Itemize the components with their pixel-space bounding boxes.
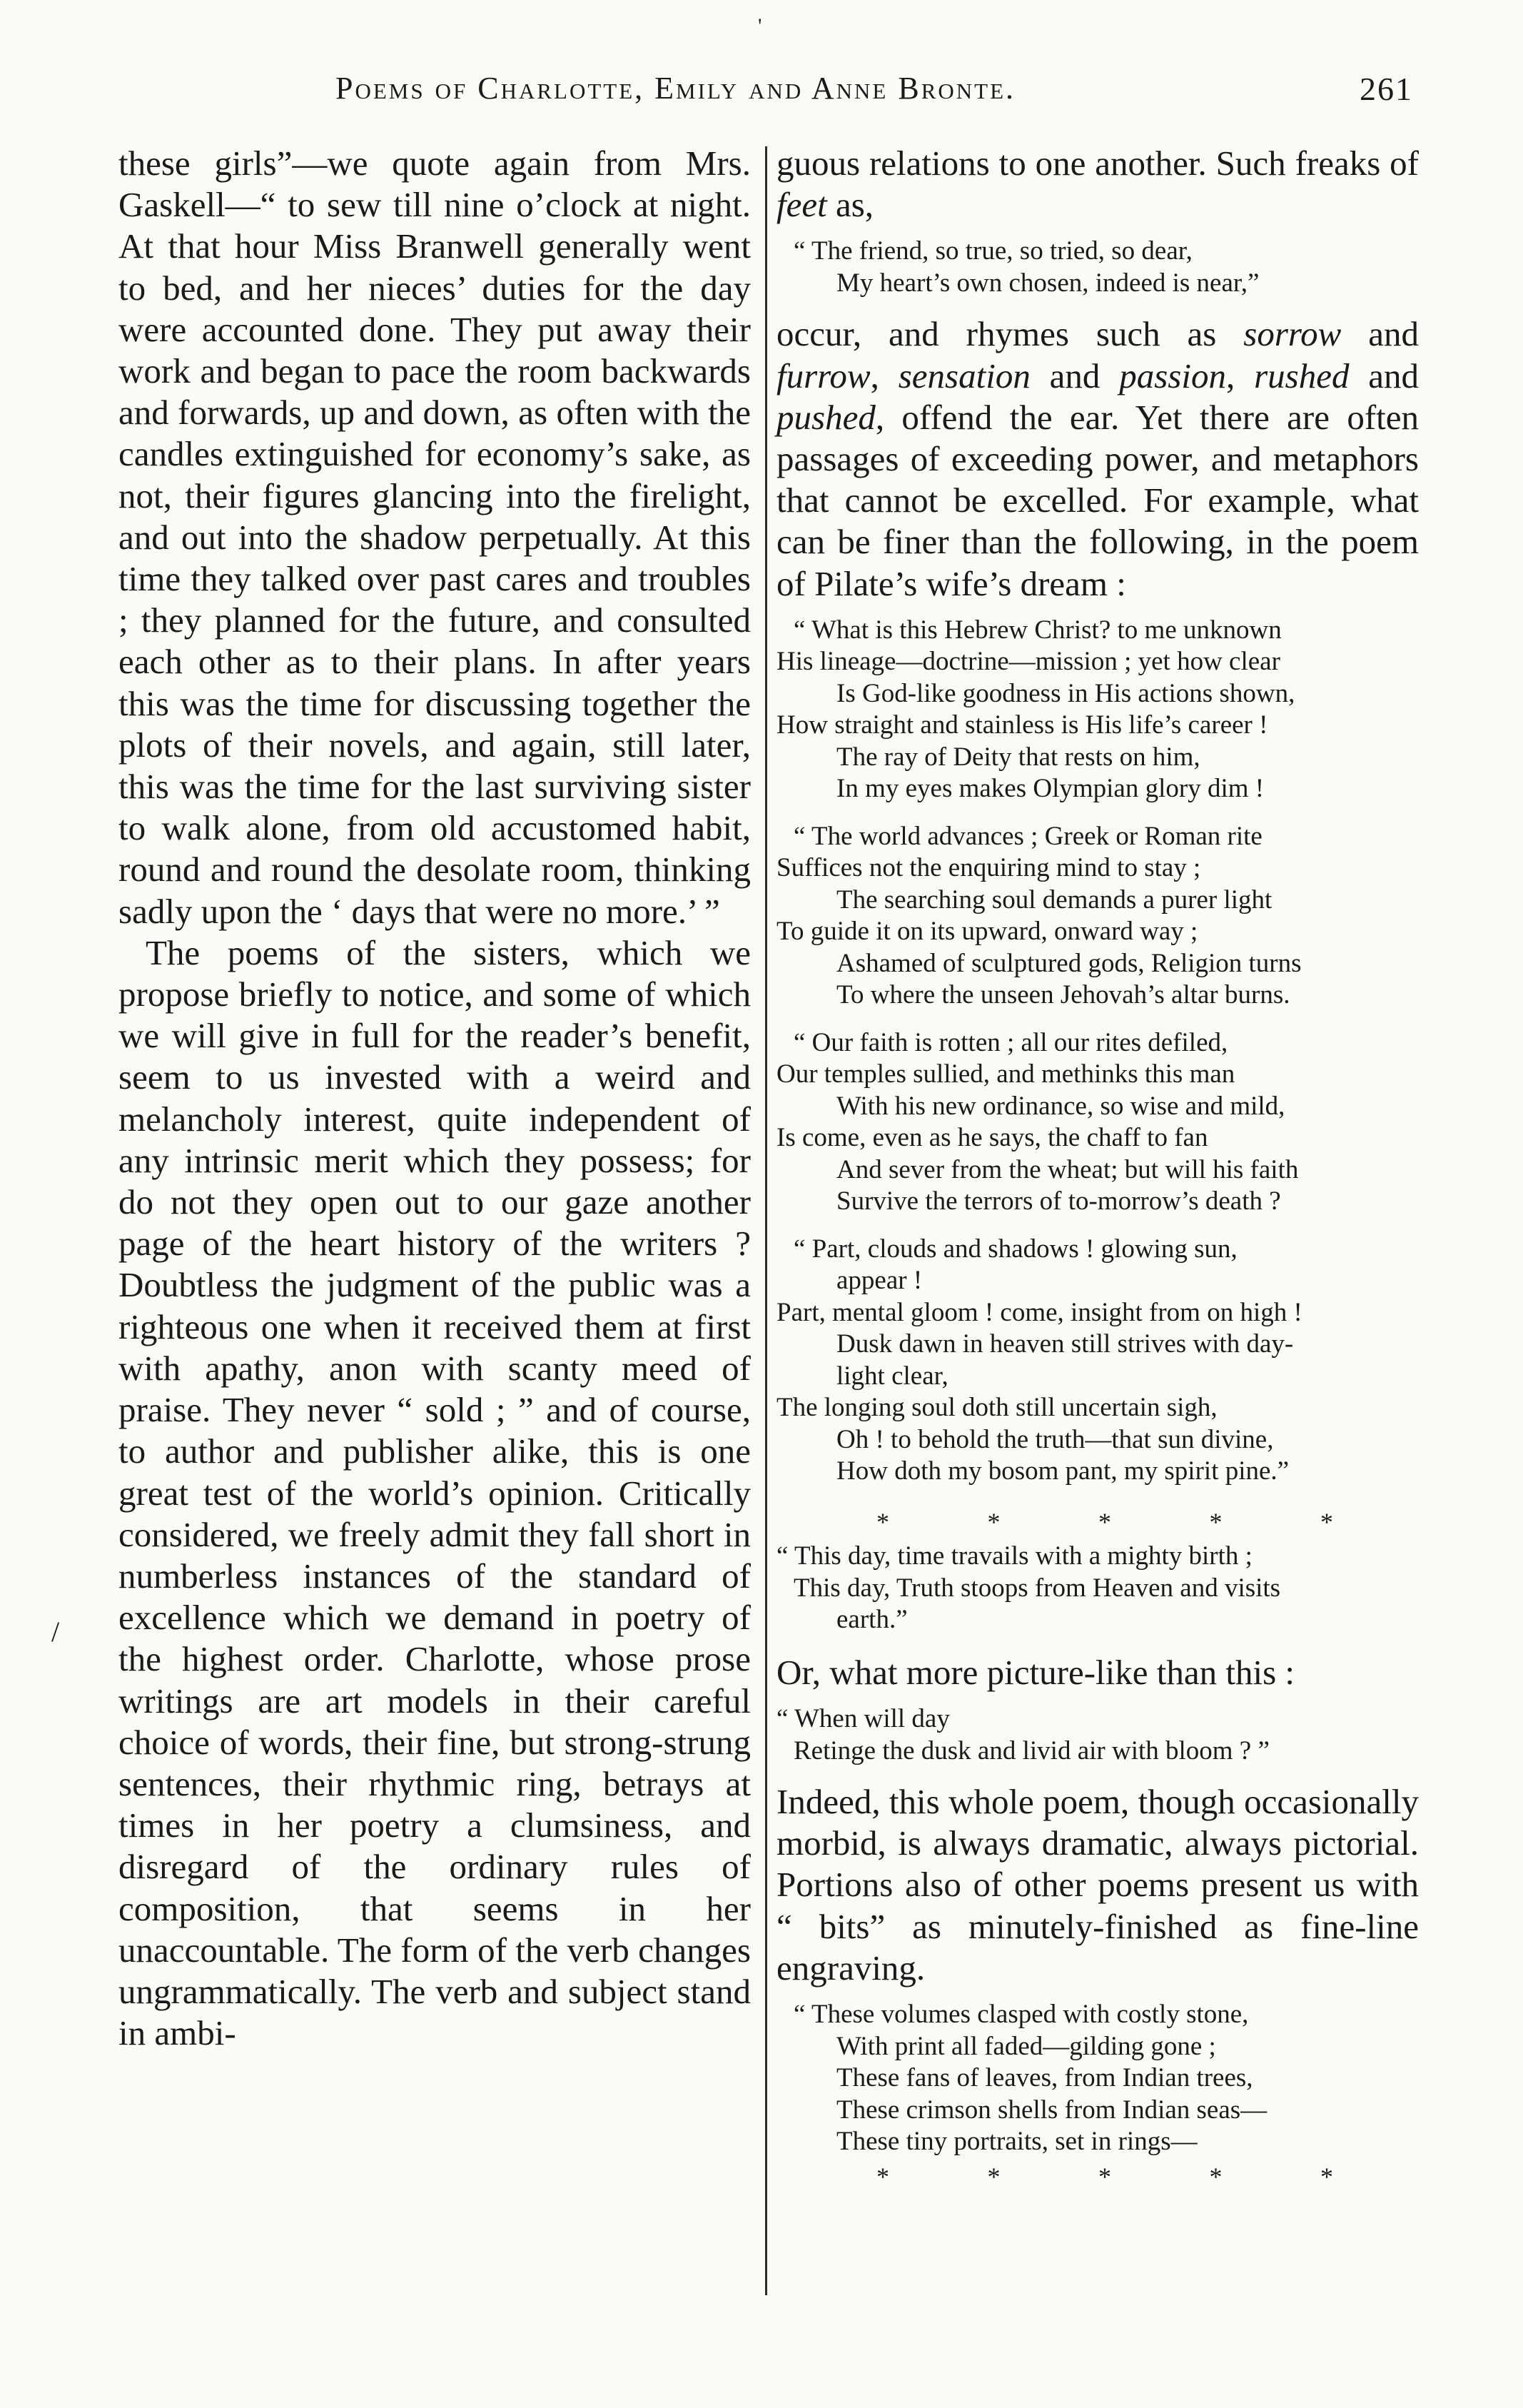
verse-line: Retinge the dusk and livid air with bloom ? ”	[794, 1736, 1270, 1765]
verse-quote	[776, 236, 1419, 299]
verse-line: In my eyes makes Olympian glory dim !	[836, 774, 1265, 804]
page-header	[114, 70, 1427, 120]
star: *	[876, 1507, 889, 1536]
verse-quote	[776, 1999, 1419, 2195]
verse-line: light clear,	[836, 1361, 948, 1391]
verse-line: Ashamed of sculptured gods, Religion turns	[836, 948, 1302, 978]
paragraph: guous relations to one another. Such freaks of feet as,	[776, 143, 1419, 225]
verse-line: “ Our faith is rotten ; all our rites defiled,	[794, 1027, 1228, 1057]
star: *	[876, 2162, 889, 2191]
column-divider	[765, 146, 767, 2295]
verse-line: “ The friend, so true, so tried, so dear,	[794, 236, 1193, 266]
verse-line: Oh ! to behold the truth—that sun divine,	[836, 1424, 1274, 1454]
verse-line: The searching soul demands a purer light	[836, 885, 1272, 915]
stray-margin-mark: /	[51, 1616, 60, 1648]
stanza	[776, 1234, 1419, 1488]
stanza	[776, 821, 1419, 1012]
verse-line: Dusk dawn in heaven still strives with day-	[836, 1329, 1294, 1359]
verse-line: With print all faded—gilding gone ;	[836, 2031, 1216, 2061]
verse-line: With his new ordinance, so wise and mild,	[836, 1091, 1285, 1121]
stanza	[776, 615, 1419, 805]
paragraph: The poems of the sisters, which we propose briefly to notice, and some of which we will give in full for the reader’s benefit, seem to us invested with a weird and melancholy interest, quite independent of any intrinsic merit which they possess; for do not they open out to our gaze another page of the heart history of the writers ? Doubtless the judgment of the public was a righteous one when it received them at first with apathy, anon with scanty meed of praise. They never “ sold ; ” and of course, to author and publisher alike, this is one great test of the world’s opinion. Critically considered, we freely admit they fall short in numberless instances of the standard of excellence which we demand in poetry of the highest order. Charlotte, whose prose writings are art models in their careful choice of words, their fine, but strong-strung sentences, their rhythmic ring, betrays at times in her poetry a clumsiness, and disregard of the ordinary rules of composition, that seems in her unaccountable. The form of the verb changes ungrammatically. The verb and subject stand in ambi-	[118, 932, 751, 2053]
verse-line: His lineage—doctrine—mission ; yet how clear	[776, 647, 1280, 677]
page-number: 261	[1360, 71, 1413, 107]
running-title: Poems of Charlotte, Emily and Anne Bronte.	[335, 71, 1016, 106]
verse-line: earth.”	[836, 1605, 908, 1635]
verse-line: And sever from the wheat; but will his faith	[836, 1154, 1299, 1184]
verse-line: My heart’s own chosen, indeed is near,”	[836, 268, 1260, 298]
star: *	[987, 1507, 1001, 1536]
verse-line: Is God-like goodness in His actions shown,	[836, 678, 1295, 708]
star: *	[1209, 2162, 1223, 2191]
verse-line: Suffices not the enquiring mind to stay ;	[776, 853, 1201, 883]
verse-line: To where the unseen Jehovah’s altar burns.	[836, 980, 1290, 1010]
verse-line: These fans of leaves, from Indian trees,	[836, 2063, 1253, 2093]
stanza	[776, 1027, 1419, 1218]
verse-line: “ These volumes clasped with costly stone,	[794, 2000, 1249, 2030]
verse-line: “ The world advances ; Greek or Roman rite	[794, 821, 1263, 851]
stray-top-mark: '	[758, 14, 762, 38]
verse-line: How straight and stainless is His life’s career !	[776, 710, 1268, 740]
right-column	[776, 143, 1419, 2210]
verse-line: This day, Truth stoops from Heaven and visits	[794, 1573, 1281, 1603]
left-column	[118, 143, 751, 2054]
star: *	[1098, 2162, 1111, 2191]
verse-line: “ This day, time travails with a mighty birth ;	[776, 1541, 1253, 1571]
stanza	[776, 1541, 1419, 1636]
verse-line: These tiny portraits, set in rings—	[836, 2127, 1198, 2157]
verse-line: Is come, even as he says, the chaff to fan	[776, 1123, 1208, 1153]
verse-line: “ When will day	[776, 1704, 950, 1734]
verse-line: “ Part, clouds and shadows ! glowing sun,	[794, 1234, 1238, 1264]
asterism	[776, 2158, 1419, 2196]
star: *	[1320, 2162, 1333, 2191]
verse-line: To guide it on its upward, onward way ;	[776, 917, 1198, 947]
verse-line: “ What is this Hebrew Christ? to me unknown	[794, 615, 1282, 645]
verse-line: These crimson shells from Indian seas—	[836, 2095, 1268, 2125]
verse-quote	[776, 1703, 1419, 1767]
verse-line: How doth my bosom pant, my spirit pine.”	[836, 1456, 1290, 1486]
verse-line: The ray of Deity that rests on him,	[836, 742, 1200, 772]
pilates-wife-poem	[776, 615, 1419, 1636]
asterism	[776, 1503, 1419, 1541]
verse-line: The longing soul doth still uncertain sigh,	[776, 1393, 1218, 1423]
verse-line: Part, mental gloom ! come, insight from on high !	[776, 1297, 1302, 1327]
verse-line: Our temples sullied, and methinks this man	[776, 1059, 1235, 1089]
verse-line: Survive the terrors of to-morrow’s death ?	[836, 1187, 1281, 1216]
star: *	[1320, 1507, 1333, 1536]
verse-line: appear !	[836, 1266, 923, 1296]
paragraph: these girls”—we quote again from Mrs. Gaskell—“ to sew till nine o’clock at night. At that hour Miss Branwell generally went to bed, and her nieces’ duties for the day were accounted done. They put away their work and began to pace the room backwards and forwards, up and down, as often with the candles extinguished for economy’s sake, as not, their figures glancing into the firelight, and out into the shadow perpetually. At this time they talked over past cares and troubles ; they planned for the future, and consulted each other as to their plans. In after years this was the time for discussing together the plots of their novels, and again, still later, this was the time for the last surviving sister to walk alone, from old accustomed habit, round and round the desolate room, thinking sadly upon the ‘ days that were no more.’ ”	[118, 143, 751, 931]
star: *	[1209, 1507, 1223, 1536]
paragraph: Or, what more picture-like than this :	[776, 1652, 1295, 1692]
paragraph: Indeed, this whole poem, though occasionally morbid, is always dramatic, always pictorial. Portions also of other poems present us with “ bits” as minutely-finished as fine-line engraving.	[776, 1782, 1419, 1988]
star: *	[1098, 1507, 1111, 1536]
star: *	[987, 2162, 1001, 2191]
paragraph: occur, and rhymes such as sorrow and furrow, sensation and passion, rushed and pushed, offend the ear. Yet there are often passages of exceeding power, and metaphors that cannot be excelled. For example, what can be finer than the following, in the poem of Pilate’s wife’s dream :	[776, 314, 1420, 603]
